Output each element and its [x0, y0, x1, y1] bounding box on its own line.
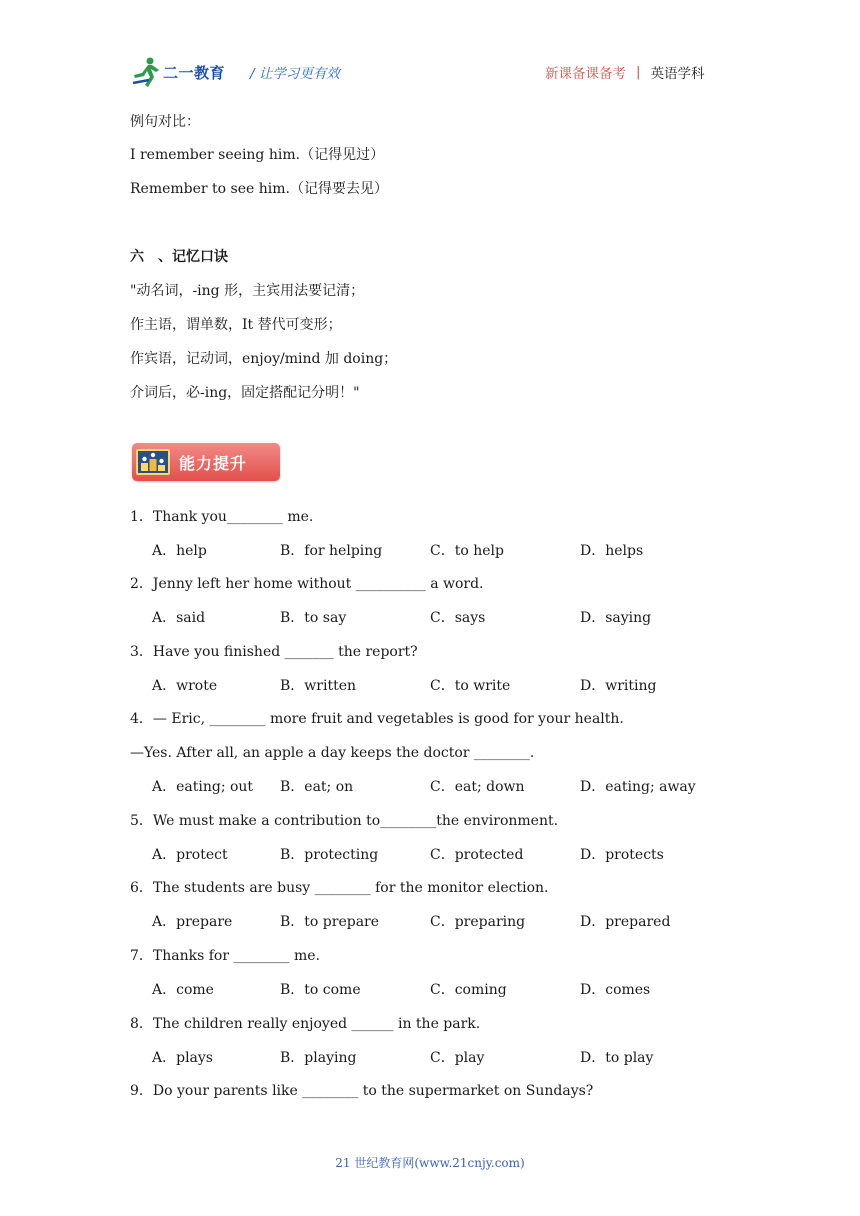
question-2: 2．Jenny left her home without __________ a word.: [130, 576, 484, 592]
option-d[interactable]: D．helps: [580, 543, 644, 559]
options-row: [152, 846, 752, 864]
option-d[interactable]: D．prepared: [580, 914, 671, 930]
option-a[interactable]: A．wrote: [152, 678, 218, 694]
runner-logo-icon: [131, 56, 161, 88]
podium-icon: [136, 449, 170, 475]
mnemonic-line: "动名词，-ing 形，主宾用法要记清；: [130, 283, 365, 299]
header-tag: 新课备课备考: [545, 66, 626, 82]
option-a[interactable]: A．said: [152, 610, 206, 626]
options-row: [152, 778, 752, 796]
mnemonic-line: 介词后，必-ing，固定搭配记分明！": [130, 385, 360, 401]
logo: [131, 56, 225, 88]
option-b[interactable]: B．playing: [280, 1050, 357, 1066]
slogan: / 让学习更有效: [250, 66, 340, 82]
option-c[interactable]: C．coming: [430, 982, 507, 998]
question-5: 5．We must make a contribution to________the environment.: [130, 813, 559, 829]
mnemonic-line: 作宾语，记动词，enjoy/mind 加 doing；: [130, 351, 398, 367]
option-b[interactable]: B．protecting: [280, 847, 379, 863]
page-footer[interactable]: 21 世纪教育网(www.21cnjy.com): [335, 1156, 525, 1170]
option-c[interactable]: C．says: [430, 610, 486, 626]
option-d[interactable]: D．writing: [580, 678, 657, 694]
option-c[interactable]: C．to help: [430, 543, 504, 559]
option-a[interactable]: A．come: [152, 982, 214, 998]
options-row: [152, 1049, 752, 1067]
example-sentence-2: Remember to see him.（记得要去见）: [130, 181, 388, 197]
option-c[interactable]: C．preparing: [430, 914, 526, 930]
header-subject: [545, 62, 705, 82]
mnemonic-line: 作主语，谓单数，It 替代可变形；: [130, 317, 342, 333]
section-title-mnemonic: 六 、记忆口诀: [130, 249, 228, 265]
banner-label: 能力提升: [179, 453, 248, 473]
option-d[interactable]: D．eating; away: [580, 779, 696, 795]
option-c[interactable]: C．play: [430, 1050, 485, 1066]
option-c[interactable]: C．protected: [430, 847, 524, 863]
option-a[interactable]: A．eating; out: [152, 779, 254, 795]
examples-label: 例句对比：: [130, 114, 200, 130]
option-d[interactable]: D．to play: [580, 1050, 654, 1066]
question-8: 8．The children really enjoyed ______ in the park.: [130, 1016, 481, 1032]
subject-label: 英语学科: [650, 66, 705, 82]
option-b[interactable]: B．written: [280, 678, 356, 694]
option-c[interactable]: C．to write: [430, 678, 511, 694]
option-a[interactable]: A．plays: [152, 1050, 213, 1066]
question-6: 6．The students are busy ________ for the monitor election.: [130, 880, 549, 896]
ability-banner: [132, 443, 280, 481]
option-b[interactable]: B．to say: [280, 610, 347, 626]
option-d[interactable]: D．protects: [580, 847, 664, 863]
page-header: [0, 0, 860, 100]
options-row: [152, 542, 752, 560]
option-d[interactable]: D．comes: [580, 982, 651, 998]
question-3: 3．Have you finished _______ the report?: [130, 644, 418, 660]
question-4: 4．— Eric, ________ more fruit and vegetables is good for your health.: [130, 711, 624, 727]
question-1: 1．Thank you________ me.: [130, 509, 314, 525]
options-row: [152, 913, 752, 931]
option-a[interactable]: A．help: [152, 543, 207, 559]
question-7: 7．Thanks for ________ me.: [130, 948, 320, 964]
options-row: [152, 609, 752, 627]
question-4-reply: —Yes. After all, an apple a day keeps the doctor ________.: [130, 745, 535, 761]
logo-text: 二一教育: [163, 63, 226, 82]
option-a[interactable]: A．prepare: [152, 914, 233, 930]
options-row: [152, 981, 752, 999]
header-separator: |: [636, 64, 641, 80]
options-row: [152, 677, 752, 695]
option-b[interactable]: B．to prepare: [280, 914, 380, 930]
option-b[interactable]: B．to come: [280, 982, 361, 998]
option-a[interactable]: A．protect: [152, 847, 228, 863]
example-sentence-1: I remember seeing him.（记得见过）: [130, 147, 385, 163]
option-d[interactable]: D．saying: [580, 610, 652, 626]
question-9: 9．Do your parents like ________ to the supermarket on Sundays?: [130, 1083, 594, 1099]
option-c[interactable]: C．eat; down: [430, 779, 525, 795]
option-b[interactable]: B．eat; on: [280, 779, 354, 795]
option-b[interactable]: B．for helping: [280, 543, 383, 559]
